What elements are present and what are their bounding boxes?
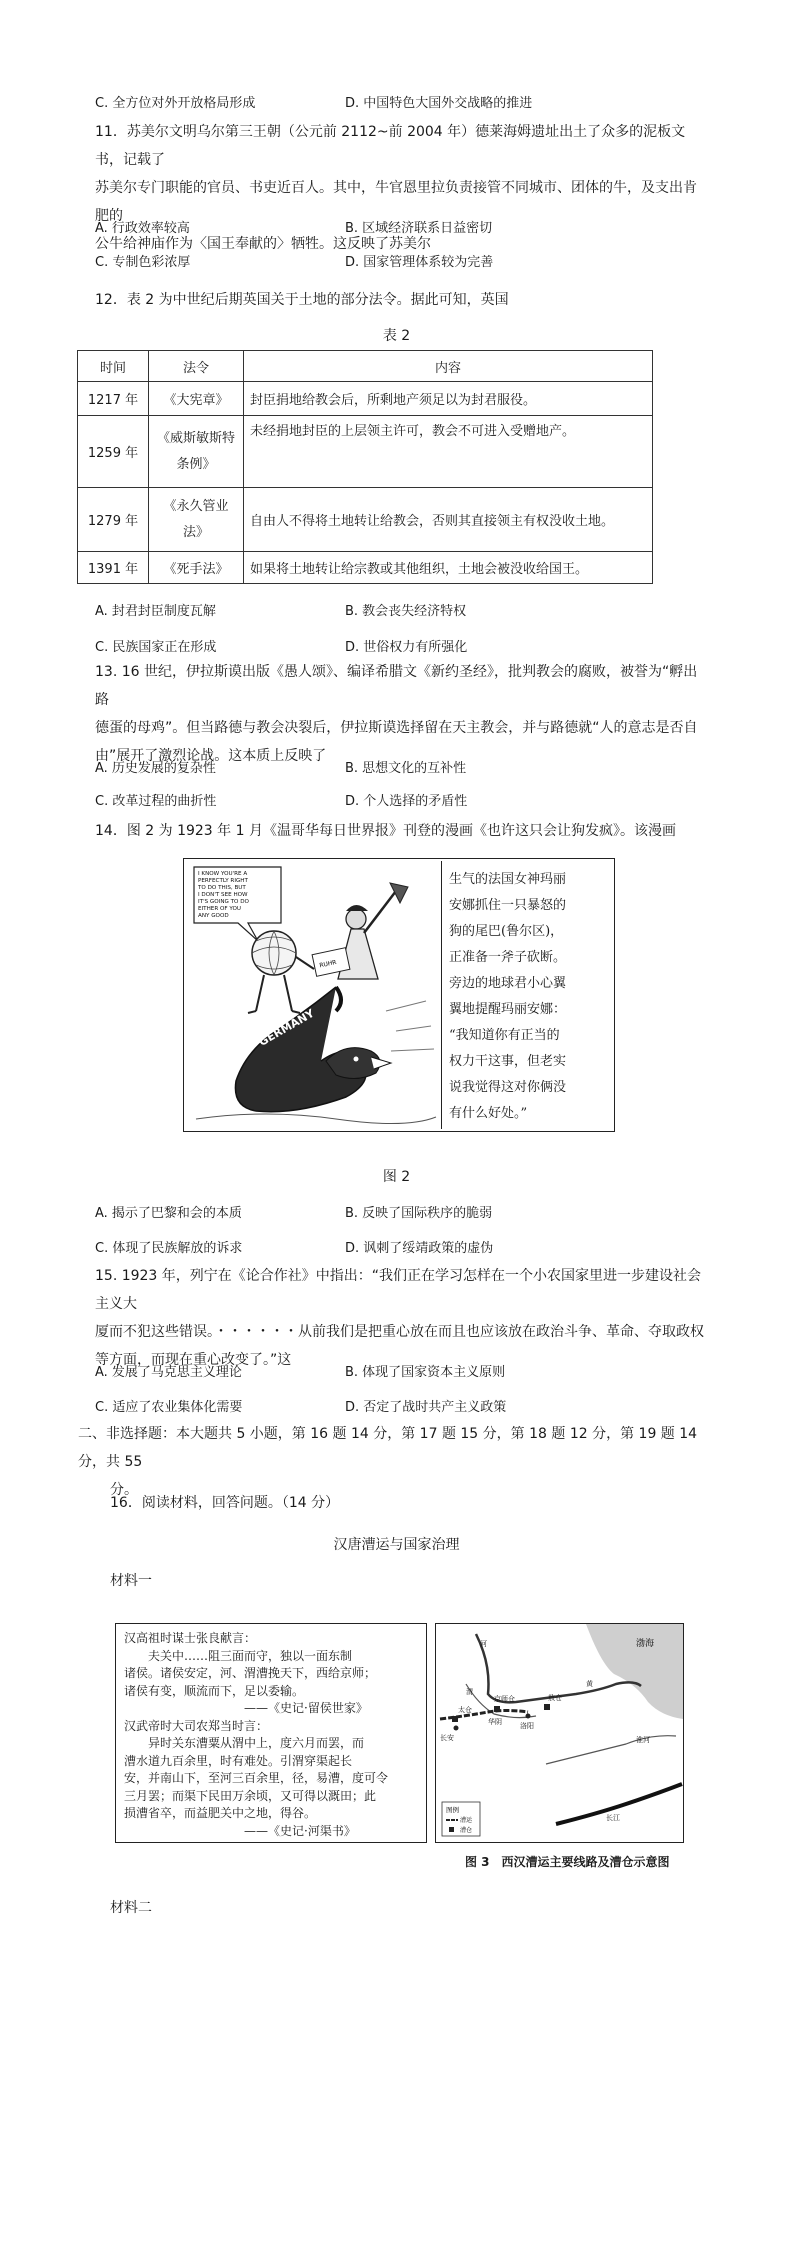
row-law: 《大宪章》 — [149, 382, 244, 416]
q11-stem — [95, 118, 705, 258]
row-content: 自由人不得将土地转让给教会，否则其直接领主有权没收土地。 — [244, 488, 653, 552]
q14-option-a: A. 揭示了巴黎和会的本质 — [95, 1206, 242, 1221]
row-time: 1217 年 — [78, 382, 149, 416]
q13-stem — [95, 658, 705, 770]
map-figure-3 — [435, 1623, 684, 1843]
q11-option-a: A. 行政效率较高 — [95, 221, 190, 236]
row-law: 《威斯敏斯特条例》 — [149, 416, 244, 488]
material-line: 漕水道九百余里，时有难处。引渭穿渠起长 — [124, 1753, 353, 1768]
q15-line: 厦而不犯这些错误。・・・・・・从前我们是把重心放在而且也应该放在政治斗争、革命、夺取政权 — [95, 1324, 704, 1340]
q13-option-c: C. 改革过程的曲折性 — [95, 794, 217, 809]
caption-line: 翼地提醒玛丽安娜： — [449, 1002, 567, 1017]
q15-stem — [95, 1262, 705, 1374]
table-row — [78, 552, 653, 584]
material-2-label: 材料二 — [110, 1900, 152, 1916]
caption-line: “我知道你有正当的 — [449, 1028, 560, 1043]
map-label: 华阴 — [488, 1718, 502, 1726]
material-line: 汉武帝时大司农郑当时言： — [124, 1718, 269, 1733]
material-line: 汉高祖时谋士张良献言： — [124, 1631, 257, 1645]
q12-stem: 12．表 2 为中世纪后期英国关于土地的部分法令。据此可知，英国 — [95, 292, 509, 308]
row-law: 《死手法》 — [149, 552, 244, 584]
q11-option-b: B. 区域经济联系日益密切 — [345, 221, 493, 236]
map-label: 京师仓 — [494, 1695, 515, 1703]
map-label: 黄 — [586, 1680, 593, 1688]
q13-line: 13. 16 世纪，伊拉斯谟出版《愚人颂》、编译希腊文《新约圣经》，批判教会的腐败，被誉为“孵出路 — [95, 664, 698, 708]
q15-option-d: D. 否定了战时共产主义政策 — [345, 1400, 507, 1415]
caption-line: 狗的尾巴(鲁尔区)， — [449, 924, 564, 939]
figure-3-caption: 图 3 西汉漕运主要线路及漕仓示意图 — [465, 1855, 670, 1869]
cartoon-drawing — [186, 861, 442, 1129]
material-line: ——《史记·留侯世家》 — [124, 1701, 368, 1715]
cartoon-illustration — [186, 861, 441, 1129]
q14-option-c: C. 体现了民族解放的诉求 — [95, 1241, 243, 1256]
caption-line: 正准备一斧子砍断。 — [449, 950, 567, 965]
map-label: 敖仓 — [548, 1694, 562, 1702]
legend-granary: 漕仓 — [460, 1827, 473, 1834]
table-header-time: 时间 — [78, 351, 149, 382]
caption-line: 旁边的地球君小心翼 — [449, 976, 567, 991]
q12-option-b: B. 教会丧失经济特权 — [345, 604, 467, 619]
q13-option-a: A. 历史发展的复杂性 — [95, 761, 216, 776]
ruhr-label: RUHR — [318, 958, 338, 970]
caption-line: 安娜抓住一只暴怒的 — [449, 898, 567, 913]
legend-canal: 漕运 — [460, 1817, 473, 1824]
part2-line: 分。 — [110, 1482, 138, 1498]
table-header-content: 内容 — [244, 351, 653, 382]
caption-line: 有什么好处。” — [449, 1106, 528, 1121]
row-time: 1279 年 — [78, 488, 149, 552]
figure-2-label: 图 2 — [382, 1169, 411, 1185]
map-label: 渤海 — [636, 1639, 655, 1649]
canal-map — [436, 1624, 683, 1842]
material-1-text — [124, 1630, 420, 1840]
material-line: 诸侯。诸侯安定，河、渭漕挽天下，西给京师； — [124, 1666, 377, 1680]
caption-line: 说我觉得这对你俩没 — [449, 1080, 567, 1095]
q10-option-d: D. 中国特色大国外交战略的推进 — [345, 96, 533, 111]
q11-line: 11．苏美尔文明乌尔第三王朝（公元前 2112~前 2004 年）德莱海姆遗址出土了众多的泥板文书，记载了 — [95, 124, 686, 168]
q12-option-d: D. 世俗权力有所强化 — [345, 640, 468, 655]
q14-stem: 14．图 2 为 1923 年 1 月《温哥华每日世界报》刊登的漫画《也许这只会让狗发疯》。该漫画 — [95, 823, 676, 839]
q10-option-c: C. 全方位对外开放格局形成 — [95, 96, 256, 111]
q15-option-a: A. 发展了马克思主义理论 — [95, 1365, 242, 1380]
q13-option-d: D. 个人选择的矛盾性 — [345, 794, 468, 809]
material-1-label: 材料一 — [110, 1573, 152, 1589]
q16-title: 汉唐漕运与国家治理 — [333, 1537, 460, 1553]
material-line: 安，并南山下，至河三百余里，径，易漕，度可令 — [124, 1771, 389, 1785]
row-law: 《永久管业法》 — [149, 488, 244, 552]
q15-option-b: B. 体现了国家资本主义原则 — [345, 1365, 506, 1380]
table-2-title: 表 2 — [382, 328, 411, 344]
q13-option-b: B. 思想文化的互补性 — [345, 761, 467, 776]
row-time: 1391 年 — [78, 552, 149, 584]
cartoon-figure-2 — [183, 858, 615, 1132]
material-line: 损漕省卒，而益肥关中之地，得谷。 — [124, 1806, 317, 1820]
material-line: 异时关东漕粟从渭中上，度六月而罢，而 — [124, 1736, 365, 1750]
q15-option-c: C. 适应了农业集体化需要 — [95, 1400, 243, 1415]
row-content: 未经捐地封臣的上层领主许可，教会不可进入受赠地产。 — [244, 416, 653, 488]
row-content: 封臣捐地给教会后，所剩地产须足以为封君服役。 — [244, 382, 653, 416]
table-2 — [77, 350, 653, 584]
row-time: 1259 年 — [78, 416, 149, 488]
q16-stem: 16．阅读材料，回答问题。（14 分） — [110, 1495, 340, 1511]
map-label: 淮河 — [636, 1736, 650, 1744]
map-label: 长江 — [606, 1814, 620, 1822]
table-header-law: 法令 — [149, 351, 244, 382]
map-label: 长安 — [440, 1734, 454, 1742]
q13-line: 由”展开了激烈论战。这本质上反映了 — [95, 748, 327, 764]
speech-bubble-text: I KNOW YOU'RE A PERFECTLY RIGHT TO DO THIS, BUT I DON'T SEE HOW IT'S GOING TO DO EITHER OF YOU ANY GOOD — [198, 871, 249, 919]
germany-label: GERMANY — [256, 1006, 317, 1049]
material-line: 夫关中……阻三面而守，独以一面东制 — [124, 1648, 353, 1663]
q14-option-d: D. 讽刺了绥靖政策的虚伪 — [345, 1241, 494, 1256]
map-label: 太仓 — [458, 1706, 472, 1714]
table-row — [78, 382, 653, 416]
part2-line: 二、非选择题：本大题共 5 小题，第 16 题 14 分，第 17 题 15 分，第 18 题 12 分，第 19 题 14 分，共 55 — [78, 1426, 698, 1470]
legend-title: 图例 — [446, 1806, 459, 1814]
q11-line: 公牛给神庙作为〈国王奉献的〉牺牲。这反映了苏美尔 — [95, 236, 431, 252]
q11-line: 苏美尔专门职能的官员、书吏近百人。其中，牛官恩里拉负责接管不同城市、团体的牛，及支出肯肥的 — [95, 180, 697, 224]
material-1-text-box — [115, 1623, 427, 1843]
map-label: 河 — [480, 1640, 487, 1648]
q11-option-c: C. 专制色彩浓厚 — [95, 255, 191, 270]
q14-option-b: B. 反映了国际秩序的脆弱 — [345, 1206, 493, 1221]
row-content: 如果将土地转让给宗教或其他组织，土地会被没收给国王。 — [244, 552, 653, 584]
caption-line: 权力干这事，但老实 — [449, 1054, 567, 1069]
q13-line: 德蛋的母鸡”。但当路德与教会决裂后，伊拉斯谟选择留在天主教会，并与路德就“人的意志是否自 — [95, 720, 698, 736]
q12-option-a: A. 封君封臣制度瓦解 — [95, 604, 216, 619]
table-row — [78, 416, 653, 488]
map-label: 渭 — [466, 1688, 473, 1696]
cartoon-caption — [449, 867, 609, 1127]
q15-line: 等方面，而现在重心改变了。”这 — [95, 1352, 292, 1368]
q15-line: 15. 1923 年，列宁在《论合作社》中指出：“我们正在学习怎样在一个小农国家里进一步建设社会主义大 — [95, 1268, 702, 1312]
material-line: 诸侯有变，顺流而下，足以委输。 — [124, 1683, 305, 1698]
q11-option-d: D. 国家管理体系较为完善 — [345, 255, 494, 270]
material-line: 三月罢；而渠下民田万余顷，又可得以溉田；此 — [124, 1788, 377, 1803]
caption-line: 生气的法国女神玛丽 — [449, 872, 567, 887]
map-label: 洛阳 — [520, 1722, 534, 1730]
table-header-row — [78, 351, 653, 382]
q12-option-c: C. 民族国家正在形成 — [95, 640, 217, 655]
material-line: ——《史记·河渠书》 — [124, 1823, 356, 1838]
table-row — [78, 488, 653, 552]
